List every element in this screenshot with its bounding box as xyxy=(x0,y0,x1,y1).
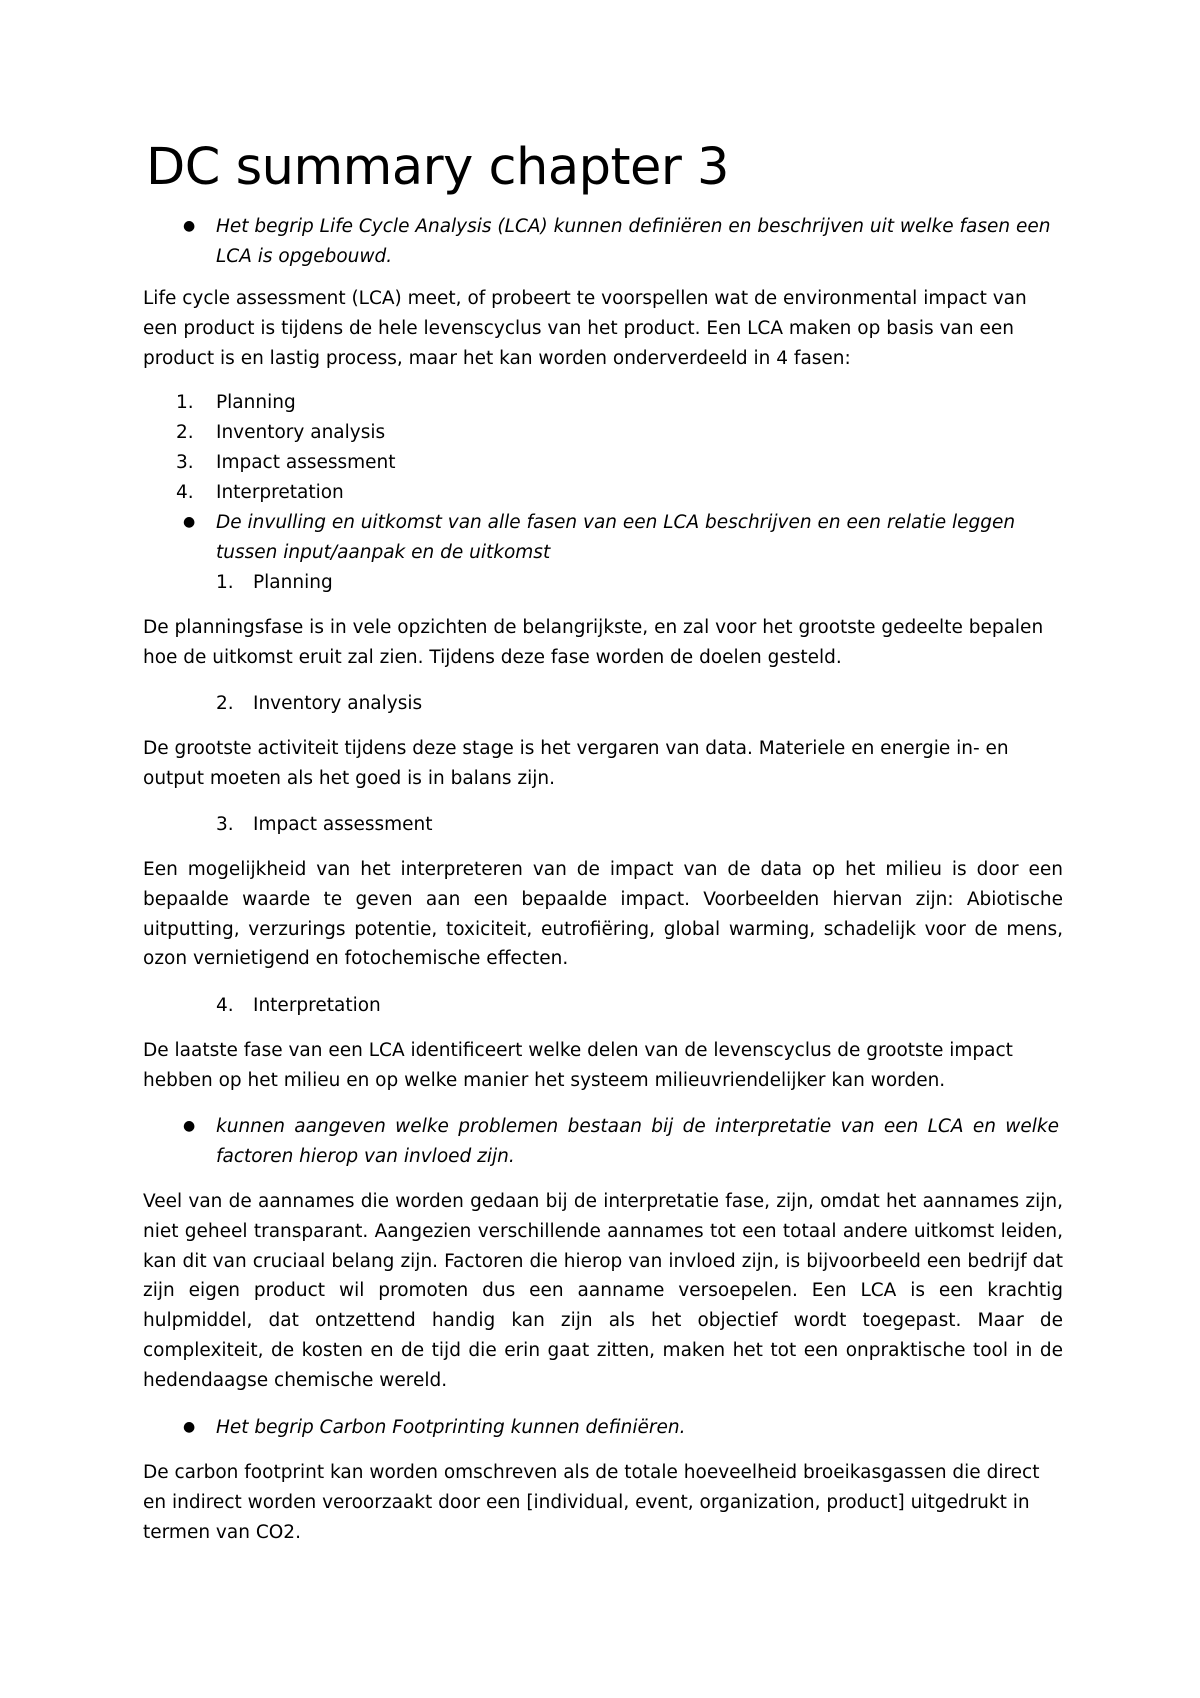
interpretation-problems-paragraph: Veel van de aannames die worden gedaan bij de interpretatie fase, zijn, omdat het aannames zijn, niet geheel transparant. Aangezien verschillende aannames tot een totaal andere uitkomst leiden, kan dit van cruciaal belang zijn. Factoren die hierop van invloed zijn, is bijvoorbeeld een bedrijf dat zijn eigen product wil promoten dus een aanname versoepelen. Een LCA is een krachtig hulpmiddel, dat ontzettend handig kan zijn als het objectief wordt toegepast. Maar de complexiteit, de kosten en de tijd die erin gaat zitten, maken het tot een onpraktische tool in de hedendaagse chemische wereld. xyxy=(143,1191,1063,1391)
section-heading-label: Inventory analysis xyxy=(253,693,423,714)
intro-paragraph: Life cycle assessment (LCA) meet, of probeert te voorspellen wat de environmental impact van een product is tijdens de hele levenscyclus van het product. Een LCA maken op basis van een product is en lastig process, maar het kan worden onderverdeeld in 4 fasen: xyxy=(143,288,1027,369)
list-item-label: Planning xyxy=(216,392,296,413)
bullet-icon: ● xyxy=(183,1419,196,1435)
list-item-label: Inventory analysis xyxy=(216,422,386,443)
list-number: 1. xyxy=(176,392,194,413)
list-item-label: Interpretation xyxy=(216,482,344,503)
list-number: 3. xyxy=(216,814,234,835)
section-paragraph-impact: Een mogelijkheid van het interpreteren van de impact van de data op het milieu is door een bepaalde waarde te geven aan een bepaalde impact. Voorbeelden hiervan zijn: Abiotische uitputting, verzurings potentie, toxiciteit, eutrofiëring, global warming, schadelijk voor de mens, ozon vernietigend en fotochemische effecten. xyxy=(143,859,1063,970)
carbon-footprint-paragraph: De carbon footprint kan worden omschreven als de totale hoeveelheid broeikasgassen die direct en indirect worden veroorzaakt door een [individual, event, organization, product] uitgedrukt in termen van CO2. xyxy=(143,1462,1040,1543)
section-paragraph-planning: De planningsfase is in vele opzichten de belangrijkste, en zal voor het grootste gedeelte bepalen hoe de uitkomst eruit zal zien. Tijdens deze fase worden de doelen gesteld. xyxy=(143,617,1044,668)
section-heading-label: Planning xyxy=(253,572,333,593)
list-number: 1. xyxy=(216,572,234,593)
bullet-icon: ● xyxy=(183,1118,196,1134)
document-title: DC summary chapter 3 xyxy=(146,138,729,197)
section-paragraph-interpretation: De laatste fase van een LCA identificeert welke delen van de levenscyclus de grootste impact hebben op het milieu en op welke manier het systeem milieuvriendelijker kan worden. xyxy=(143,1040,1013,1091)
list-number: 2. xyxy=(176,422,194,443)
list-number: 3. xyxy=(176,452,194,473)
section-heading-label: Interpretation xyxy=(253,995,381,1016)
section-paragraph-inventory: De grootste activiteit tijdens deze stage is het vergaren van data. Materiele en energie in- en output moeten als het goed is in balans zijn. xyxy=(143,738,1009,789)
list-number: 4. xyxy=(216,995,234,1016)
bullet-icon: ● xyxy=(183,514,196,530)
list-item-label: Impact assessment xyxy=(216,452,396,473)
objective-text: Het begrip Carbon Footprinting kunnen definiëren. xyxy=(216,1417,686,1438)
list-number: 2. xyxy=(216,693,234,714)
section-heading-label: Impact assessment xyxy=(253,814,433,835)
objective-text: kunnen aangeven welke problemen bestaan bij de interpretatie van een LCA en welke factoren hierop van invloed zijn. xyxy=(216,1116,1059,1167)
objective-text: De invulling en uitkomst van alle fasen van een LCA beschrijven en een relatie leggen tussen input/aanpak en de uitkomst xyxy=(216,512,1016,563)
list-number: 4. xyxy=(176,482,194,503)
objective-text: Het begrip Life Cycle Analysis (LCA) kunnen definiëren en beschrijven uit welke fasen een LCA is opgebouwd. xyxy=(216,216,1051,267)
bullet-icon: ● xyxy=(183,218,196,234)
